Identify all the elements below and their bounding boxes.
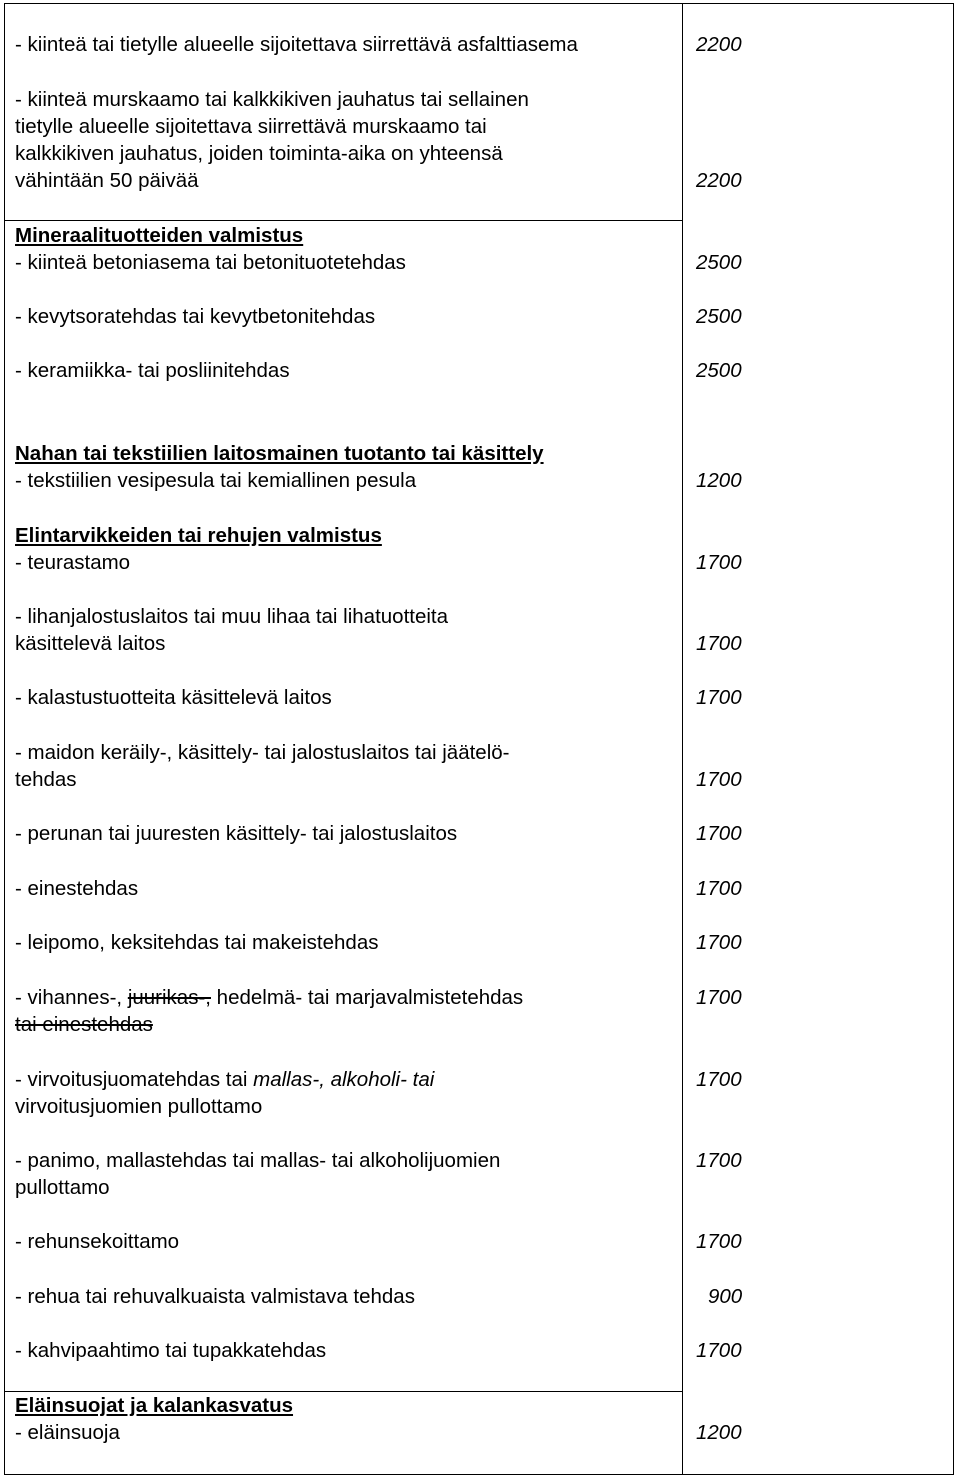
value-lihanjalostus: 1700 (696, 632, 742, 655)
value-peruna: 1700 (696, 822, 742, 845)
item-vihannes-line2: tai einestehdas (15, 1013, 153, 1036)
value-rehutehdas: 900 (708, 1285, 743, 1308)
item-murskaamo-line1: - kiinteä murskaamo tai kalkkikiven jauhatus tai sellainen (15, 88, 529, 111)
value-leipomo: 1700 (696, 931, 742, 954)
item-virvoitusjuoma-line1 (15, 1066, 434, 1093)
item-asfalttiasema: - kiinteä tai tietylle alueelle sijoitettava siirrettävä asfalttiasema (15, 33, 578, 56)
heading-nahka-tekstiili: Nahan tai tekstiilien laitosmainen tuotanto tai käsittely (15, 442, 544, 465)
item-maito-line1: - maidon keräily-, käsittely- tai jalostuslaitos tai jäätelö- (15, 741, 510, 764)
item-panimo-line2: pullottamo (15, 1176, 110, 1199)
item-keramiikkatehdas: - keramiikka- tai posliinitehdas (15, 359, 290, 382)
item-lihanjalostus-line1: - lihanjalostuslaitos tai muu lihaa tai lihatuotteita (15, 605, 449, 628)
item-rehunsekoittamo: - rehunsekoittamo (15, 1230, 180, 1253)
heading-elainsuojat: Eläinsuojat ja kalankasvatus (15, 1394, 294, 1417)
value-kahvipaahtimo: 1700 (696, 1339, 742, 1362)
item-peruna: - perunan tai juuresten käsittely- tai jalostuslaitos (15, 822, 458, 845)
virvoitus-pre: - virvoitusjuomatehdas tai (15, 1068, 254, 1091)
item-pesula: - tekstiilien vesipesula tai kemiallinen pesula (15, 469, 417, 492)
value-keramiikkatehdas: 2500 (696, 359, 742, 382)
value-panimo: 1700 (696, 1149, 742, 1172)
item-kahvipaahtimo: - kahvipaahtimo tai tupakkatehdas (15, 1339, 327, 1362)
value-virvoitusjuoma: 1700 (696, 1068, 742, 1091)
item-kevytsoratehdas: - kevytsoratehdas tai kevytbetonitehdas (15, 305, 376, 328)
value-murskaamo: 2200 (696, 169, 742, 192)
heading-elintarvikkeet: Elintarvikkeiden tai rehujen valmistus (15, 524, 382, 547)
item-murskaamo-line4: vähintään 50 päivää (15, 169, 199, 192)
item-einestehdas: - einestehdas (15, 877, 139, 900)
item-vihannes-line1 (15, 984, 523, 1011)
item-leipomo: - leipomo, keksitehdas tai makeistehdas (15, 931, 379, 954)
item-rehutehdas: - rehua tai rehuvalkuaista valmistava tehdas (15, 1285, 415, 1308)
value-maito: 1700 (696, 768, 742, 791)
value-betoniasema: 2500 (696, 251, 742, 274)
vihannes-post: hedelmä- tai marjavalmistetehdas (210, 986, 524, 1009)
vihannes-struck: juurikas-, (127, 986, 211, 1009)
item-maito-line2: tehdas (15, 768, 77, 791)
value-elainsuoja: 1200 (696, 1421, 742, 1444)
row-divider (4, 220, 682, 221)
heading-mineraalituotteet: Mineraalituotteiden valmistus (15, 224, 304, 247)
value-vihannes: 1700 (696, 986, 742, 1009)
item-kalastustuotteet: - kalastustuotteita käsittelevä laitos (15, 686, 332, 709)
value-asfalttiasema: 2200 (696, 33, 742, 56)
item-teurastamo: - teurastamo (15, 551, 131, 574)
column-divider (682, 3, 683, 1475)
value-pesula: 1200 (696, 469, 742, 492)
value-kevytsoratehdas: 2500 (696, 305, 742, 328)
item-murskaamo-line2: tietylle alueelle sijoitettava siirrettävä murskaamo tai (15, 115, 487, 138)
value-einestehdas: 1700 (696, 877, 742, 900)
item-lihanjalostus-line2: käsittelevä laitos (15, 632, 166, 655)
vihannes-pre: - vihannes-, (15, 986, 128, 1009)
value-rehunsekoittamo: 1700 (696, 1230, 742, 1253)
item-betoniasema: - kiinteä betoniasema tai betonituotetehdas (15, 251, 406, 274)
value-teurastamo: 1700 (696, 551, 742, 574)
item-elainsuoja: - eläinsuoja (15, 1421, 120, 1444)
item-murskaamo-line3: kalkkikiven jauhatus, joiden toiminta-aika on yhteensä (15, 142, 503, 165)
item-panimo-line1: - panimo, mallastehdas tai mallas- tai alkoholijuomien (15, 1149, 501, 1172)
virvoitus-italic: mallas-, alkoholi- tai (253, 1068, 435, 1091)
item-virvoitusjuoma-line2: virvoitusjuomien pullottamo (15, 1095, 263, 1118)
value-kalastustuotteet: 1700 (696, 686, 742, 709)
